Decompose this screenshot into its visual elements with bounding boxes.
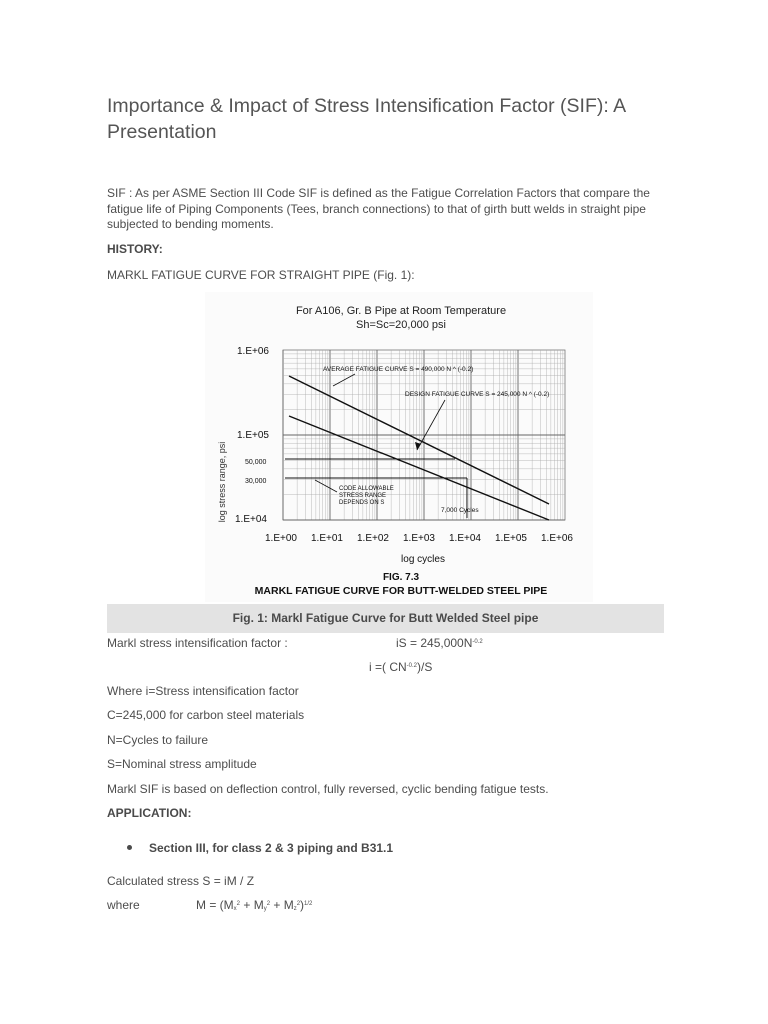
annotation-average-curve: AVERAGE FATIGUE CURVE S = 490,000 N ^ (-0.2) bbox=[323, 366, 474, 373]
x-tick-1e2: 1.E+02 bbox=[357, 533, 389, 544]
figure-caption: Fig. 1: Markl Fatigue Curve for Butt Welded Steel pipe bbox=[107, 604, 664, 633]
m-sup-2b: 2 bbox=[266, 901, 271, 907]
application-heading: APPLICATION: bbox=[107, 806, 192, 820]
m-sup-half: 1/2 bbox=[304, 901, 313, 907]
annotation-code-arrow bbox=[315, 480, 337, 492]
y-tick-1e6: 1.E+06 bbox=[237, 346, 269, 357]
formula-is-base: iS = 245,000N bbox=[396, 636, 473, 650]
x-tick-1e1: 1.E+01 bbox=[311, 533, 343, 544]
formula-i-exponent: -0.2 bbox=[406, 663, 418, 669]
annotation-code-2: STRESS RANGE bbox=[339, 493, 387, 499]
m-mid1: + M bbox=[240, 898, 264, 912]
x-tick-1e3: 1.E+03 bbox=[403, 533, 435, 544]
markl-fatigue-figure bbox=[205, 292, 593, 602]
annotation-code-3: DEPENDS ON S bbox=[339, 500, 385, 506]
formula-is bbox=[396, 636, 483, 650]
m-mid2: + M bbox=[270, 898, 294, 912]
formula-is-exponent: -0.2 bbox=[472, 639, 483, 645]
definition-n: N=Cycles to failure bbox=[107, 733, 209, 747]
history-heading: HISTORY: bbox=[107, 242, 163, 256]
formula-i-post: )/S bbox=[417, 660, 433, 674]
y-axis-label: log stress range, psi bbox=[217, 441, 227, 523]
y-tick-1e4: 1.E+04 bbox=[235, 514, 267, 525]
bullet-dot-icon bbox=[127, 845, 132, 850]
x-tick-1e5: 1.E+05 bbox=[495, 533, 527, 544]
m-sup-2a: 2 bbox=[236, 901, 241, 907]
annotation-design-arrow bbox=[417, 400, 445, 450]
y-tick-50000: 50,000 bbox=[245, 459, 267, 466]
intro-paragraph: SIF : As per ASME Section III Code SIF is defined as the Fatigue Correlation Factors that compare the fatigue life of Piping Components (Tees, branch connections) to that of girth butt welds in straight pipe subjected to bending moments. bbox=[107, 186, 650, 231]
x-tick-1e6: 1.E+06 bbox=[541, 533, 573, 544]
annotation-7000-cycles: 7,000 Cycles bbox=[441, 507, 479, 514]
annotation-code-1: CODE ALLOWABLE bbox=[339, 486, 394, 492]
calculated-stress-text: Calculated stress S = iM / Z bbox=[107, 874, 255, 888]
m-sub-z: z bbox=[293, 906, 297, 912]
y-tick-1e5: 1.E+05 bbox=[237, 430, 269, 441]
plot-grid bbox=[283, 350, 565, 520]
y-tick-30000: 30,000 bbox=[245, 478, 267, 485]
x-axis-label: log cycles bbox=[401, 554, 445, 565]
formula-i-pre: i =( CN bbox=[369, 660, 407, 674]
markl-basis-text: Markl SIF is based on deflection control, fully reversed, cyclic bending fatigue tests. bbox=[107, 782, 549, 796]
figure-title: MARKL FATIGUE CURVE FOR BUTT-WELDED STEEL PIPE bbox=[254, 585, 548, 597]
definition-i: Where i=Stress intensification factor bbox=[107, 684, 299, 698]
x-tick-1e0: 1.E+00 bbox=[265, 533, 297, 544]
annotation-design-curve: DESIGN FATIGUE CURVE S = 245,000 N ^ (-0.2) bbox=[405, 391, 550, 398]
figure-header-line1: For A106, Gr. B Pipe at Room Temperature bbox=[295, 305, 507, 317]
definition-c: C=245,000 for carbon steel materials bbox=[107, 708, 305, 722]
x-tick-1e4: 1.E+04 bbox=[449, 533, 481, 544]
where-label: where bbox=[107, 898, 140, 912]
definition-s: S=Nominal stress amplitude bbox=[107, 757, 257, 771]
m-close: ) bbox=[300, 898, 305, 912]
markl-curve-label: MARKL FATIGUE CURVE FOR STRAIGHT PIPE (Fig. 1): bbox=[107, 268, 415, 282]
fatigue-chart-svg bbox=[205, 292, 593, 602]
m-sub-x: x bbox=[233, 906, 237, 912]
markl-sif-label: Markl stress intensification factor : bbox=[107, 636, 288, 650]
figure-header-line2: Sh=Sc=20,000 psi bbox=[356, 319, 446, 331]
moment-formula bbox=[196, 898, 312, 912]
page-title: Importance & Impact of Stress Intensification Factor (SIF): A Presentation bbox=[107, 95, 626, 143]
m-pre: M = (M bbox=[196, 898, 234, 912]
bullet-item-label: Section III, for class 2 & 3 piping and B31.1 bbox=[149, 841, 394, 855]
formula-i bbox=[369, 660, 432, 674]
bullet-item-section-iii bbox=[127, 841, 393, 855]
figure-number: FIG. 7.3 bbox=[382, 572, 420, 583]
m-sub-y: y bbox=[263, 906, 267, 912]
m-sup-2c: 2 bbox=[296, 901, 301, 907]
